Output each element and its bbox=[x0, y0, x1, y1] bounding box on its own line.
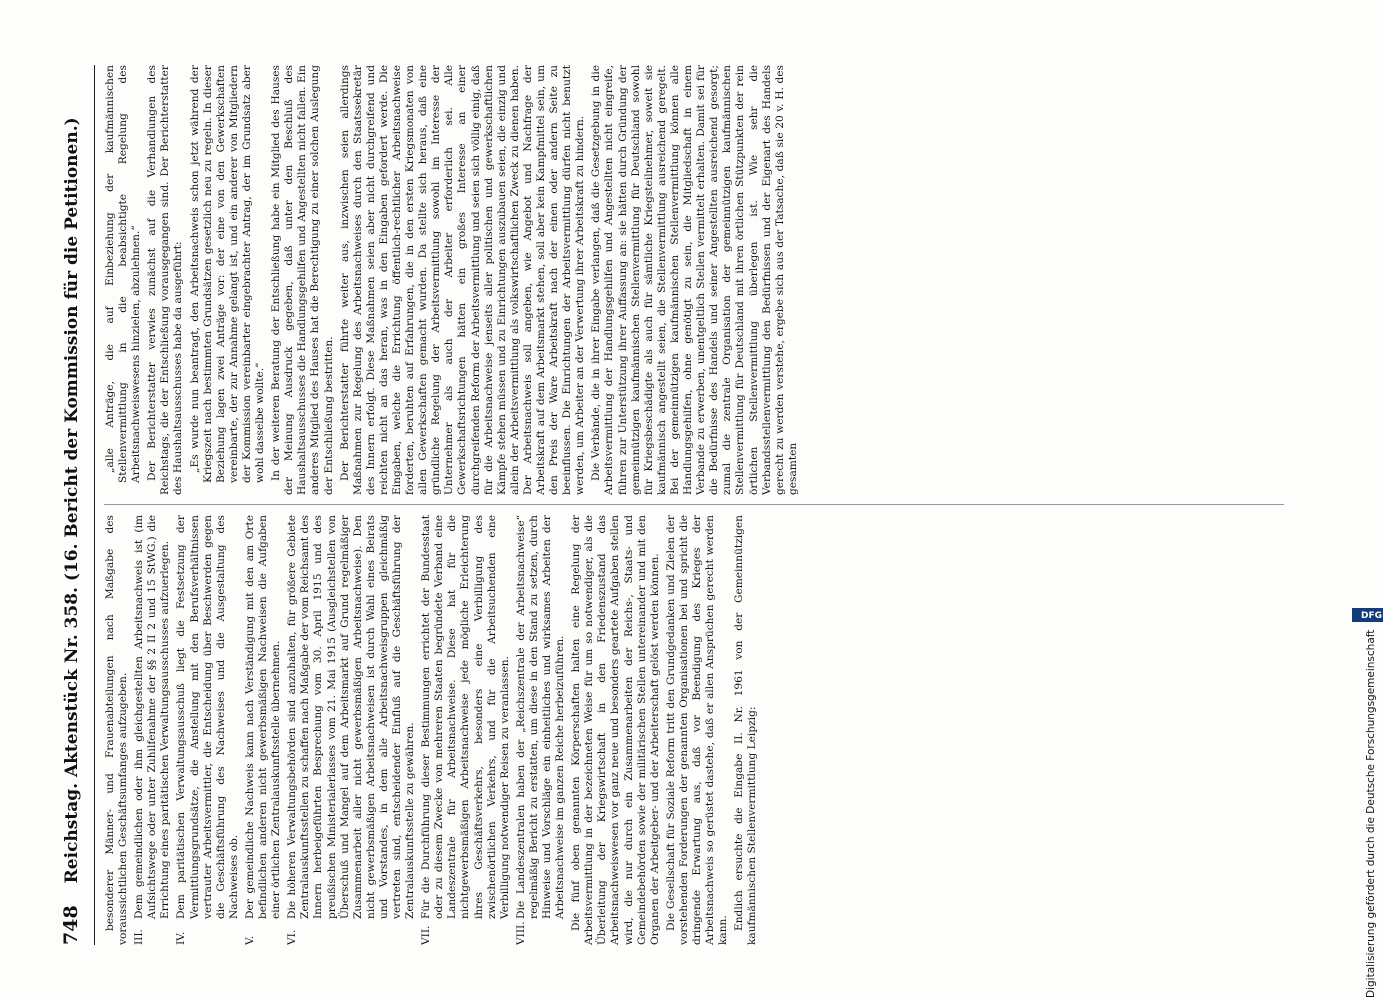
item-number: VII. bbox=[420, 925, 433, 945]
paragraph bbox=[104, 515, 130, 945]
running-title: Reichstag. Aktenstück Nr. 358. (16. Bericht der Kommission für die Petitionen.) bbox=[62, 117, 82, 884]
paragraph-text: besonderer Männer- und Frauenabteilungen nach Maßgabe des voraussichtlichen Geschäftsumfanges aufzugeben. bbox=[104, 515, 130, 945]
item-number: V. bbox=[243, 935, 256, 945]
item-number: VIII. bbox=[514, 921, 527, 945]
paragraph bbox=[570, 515, 662, 945]
paragraph bbox=[133, 515, 172, 945]
digitization-credit bbox=[1352, 608, 1383, 998]
paragraph-text: Dem gemeindlichen oder ihm gleichgestellten Arbeitsnachweis ist (im Aufsichtswege oder unter Zuhilfenahme der §§ 2 II 2 und 15 StWG.) die Errichtung eines paritätischen Verwaltungsausschusses aufzuerlegen. bbox=[133, 515, 172, 919]
item-number: III. bbox=[133, 929, 146, 945]
column-divider bbox=[104, 504, 1284, 505]
left-column bbox=[104, 515, 1294, 945]
text-columns bbox=[104, 65, 1294, 945]
paragraph bbox=[104, 65, 143, 495]
paragraph-text: Der gemeindliche Nachweis kann nach Verständigung mit den am Orte befindlichen anderen nicht gewerbsmäßigen Nachweisen die Aufgaben einer örtlichen Zentralauskunftsstelle übernehmen. bbox=[243, 515, 283, 919]
dfg-logo-text: DFG bbox=[1361, 610, 1383, 621]
paragraph-text: „Es wurde nun beantragt, den Arbeitsnachweis schon jetzt während der Kriegszeit nach bestimmten Grundsätzen gesetzlich neu zu regeln. In dieser Beziehung lagen zwei Anträge vor: der eine von den Gewerkschaften vereinbarte, der zur Annahme gelangt ist, und ein anderer von Mitgliedern der Kommission vereinbarter eingebrachter Antrag, der im Grundsatz aber wohl dasselbe wollte.“ bbox=[188, 65, 267, 483]
paragraph bbox=[244, 515, 283, 945]
paragraph bbox=[270, 65, 335, 495]
paragraph bbox=[146, 65, 185, 495]
dfg-logo bbox=[1352, 608, 1383, 622]
paragraph-text: Der Berichterstatter führte weiter aus, inzwischen seien allerdings Maßnahmen zur Regelung des Arbeitsnachweises durch den Staatssekretär des Innern erfolgt. Diese Maßnahmen seien aber nicht durchgreifend und reichten nicht an das heran, was in den Eingaben gefordert werde. Die Eingaben, welche die Errichtung öffentlich-rechtlicher Arbeitsnachweise forderten, beruhten auf Erfahrungen, die in den ersten Kriegsmonaten von allen Gewerkschaften gemacht wurden. Da stellte sich heraus, daß eine gründliche Regelung der Arbeitsvermittlung sowohl im Interesse der Unternehmer als auch der Arbeiter erforderlich sei. Alle Gewerkschaftsrichtungen hätten ein großes Interesse an einer durchgreifenden Reform der Arbeitsvermittlung und seien sich völlig einig, daß für die Arbeitsnachweise jenseits aller politischen und gewerkschaftlichen Kämpfe stehen müssen und zu Einrichtungen auszubauen seien, die einzig und allein der Arbeitsvermittlung als volkswirtschaftlichen Zweck zu dienen haben. Der Arbeitsnachweis soll angeben, wie Angebot und Nachfrage der Arbeitskraft auf dem Arbeitsmarkt stehen, soll aber kein Kampfmittel sein, um den Preis der Ware Arbeitskraft nach der einen oder andern Seite zu beeinflussen. Die Einrichtungen der Arbeitsvermittlung dürfen nicht benutzt werden, um Arbeiter an der Verwertung ihrer Arbeitskraft zu hindern. bbox=[338, 65, 587, 495]
paragraph-text: Die Verbände, die in ihrer Eingabe verlangen, daß die Gesetzgebung in die Arbeitsvermittlung der Handlungsgehilfen und Angestellten nicht eingreife, führen zur Unterstützung ihrer Auffassung an: sie hätten durch Gründung der gemeinnützigen kaufmännischen Stellenvermittlung für Deutschland sowohl für Kriegsbeschädigte als auch für sämtliche Kriegsteilnehmer, soweit sie kaufmännisch angestellt seien, die Stellenvermittlung ausreichend geregelt. Bei der gemeinnützigen kaufmännischen Stellenvermittlung können alle Handlungsgehilfen, ohne genötigt zu sein, die Mitgliedschaft in einem Verbande zu erwerben, unentgeltlich Stellen vermittelt erhalten. Damit sei für die Bedürfnisse des Handels und seiner Angestellten ausreichend gesorgt; zumal die zentrale Organisation der gemeinnützigen kaufmännischen Stellenvermittlung für Deutschland mit ihren örtlichen Stützpunkten der rein örtlichen Stellenvermittlung überlegen ist. Wie sehr die Verbandsstellenvermittlung den Bedürfnissen und der Eigenart des Handels gerecht zu werden verstehe, ergebe sich aus der Tatsache, daß sie 20 v. H. des gesamten bbox=[590, 65, 799, 495]
right-column bbox=[104, 65, 1294, 495]
paragraph-text: Die höheren Verwaltungsbehörden sind anzuhalten, für größere Gebiete Zentralauskunftsstellen zu schaffen nach Maßgabe der vom Reichsamt des Innern herbeigeführten Besprechung vom 30. April 1915 und des preußischen Ministerialerlasses vom 21. Mai 1915 (Ausgleichstellen von Überschuß und Mangel auf dem Arbeitsmarkt auf Grund regelmäßiger Zusammenarbeit aller nicht gewerbsmäßigen Arbeitsnachweise). Den nicht gewerbsmäßigen Arbeitsnachweisen ist durch Wahl eines Beirats und Vorstandes, in dem alle Arbeitsnachweisgruppen gleichmäßig vertreten sind, entscheidender Einfluß auf die Geschäftsführung der Zentralauskunftsstelle zu gewähren. bbox=[286, 515, 417, 919]
paragraph bbox=[175, 515, 240, 945]
paragraph bbox=[189, 65, 268, 495]
paragraph bbox=[420, 515, 512, 945]
paragraph-text: Für die Durchführung dieser Bestimmungen errichtet der Bundesstaat oder zu diesem Zwecke von mehreren Staaten begründete Verband eine Landeszentrale für Arbeitsnachweise. Diese hat für die nichtgewerbsmäßigen Arbeitsnachweise jede mögliche Erleichterung ihres Geschäftsverkehrs, besonders eine Verbilligung des zwischenörtlichen Verkehrs, und für die Arbeitsuchenden eine Verbilligung notwendiger Reisen zu veranlassen. bbox=[420, 515, 511, 919]
page-header bbox=[60, 65, 95, 945]
paragraph bbox=[590, 65, 800, 495]
paragraph-text: Die Gesellschaft für Soziale Reform tritt den Grundgedanken und Zielen der vorstehenden Forderungen der genannten Organisationen bei und spricht die dringende Erwartung aus, daß vor Beendigung des Krieges der Arbeitsnachweis so gerüstet dastehe, daß er allen Ansprüchen gerecht werden kann. bbox=[664, 515, 730, 945]
rotated-page-content bbox=[60, 65, 1300, 945]
paragraph-text: In der weiteren Beratung der Entschließung habe ein Mitglied des Hauses der Meinung Ausdruck gegeben, daß unter den Beschluß des Haushaltsausschusses die Handlungsgehilfen und Angestellten nicht fallen. Ein anderes Mitglied des Hauses hat die Berechtigung zu einer solchen Auslegung der Entschließung bestritten. bbox=[270, 65, 335, 495]
page-number: 748 bbox=[60, 905, 82, 945]
paragraph bbox=[286, 515, 417, 945]
paragraph-text: „alle Anträge, die auf Einbeziehung der kaufmännischen Stellenvermittlung in die beabsichtigte Regelung des Arbeitsnachweiswesens hinzielen, abzulehnen.“ bbox=[104, 65, 143, 483]
paragraph-text: Dem paritätischen Verwaltungsausschuß liegt die Festsetzung der Vermittlungsgrundsätze, die Anstellung mit den Berufsverhältnissen vertrauter Arbeitsvermittler, die Entscheidung über Beschwerden gegen die Geschäftsführung des Nachweises und die Ausgestaltung des Nachweises ob. bbox=[175, 515, 240, 919]
paragraph bbox=[733, 515, 759, 945]
paragraph bbox=[339, 65, 588, 495]
paragraph bbox=[665, 515, 730, 945]
item-number: IV. bbox=[175, 931, 188, 945]
credit-text: Digitalisierung gefördert durch die Deutsche Forschungsgemeinschaft bbox=[1365, 629, 1377, 998]
paragraph-text: Die fünf oben genannten Körperschaften halten eine Regelung der Arbeitsvermittlung in der bezeichneten Weise für um so notwendiger, als die Überleitung der Kriegswirtschaft in den Friedenszustand das Arbeitsnachweiswesen vor ganz neue und besonders geartete Aufgaben stellen wird, die nur durch ein Zusammenarbeiten der Reichs-, Staats- und Gemeindebehörden sowie der militärischen Stellen untereinander und mit den Organen der Arbeitgeber- und der Arbeiterschaft gelöst werden können. bbox=[570, 515, 661, 945]
item-number: VI. bbox=[286, 929, 299, 945]
paragraph-text: Der Berichterstatter verwies zunächst auf die Verhandlungen des Reichstags, die der Entschließung vorausgegangen sind. Der Berichterstatter des Haushaltsausschusses habe da ausgeführt: bbox=[146, 65, 185, 495]
paragraph-text: Endlich ersuchte die Eingabe II. Nr. 1961 von der Gemeinnützigen kaufmännischen Stellenvermittlung Leipzig: bbox=[733, 515, 759, 945]
paragraph bbox=[515, 515, 567, 945]
paragraph-text: Die Landeszentralen haben der „Reichszentrale der Arbeitsnachweise“ regelmäßig Bericht zu erstatten, um diese in den Stand zu setzen, durch Hinweise und Vorschläge ein einheitliches und wirksames Arbeiten der Arbeitsnachweise im ganzen Reiche herbeizuführen. bbox=[514, 515, 567, 919]
